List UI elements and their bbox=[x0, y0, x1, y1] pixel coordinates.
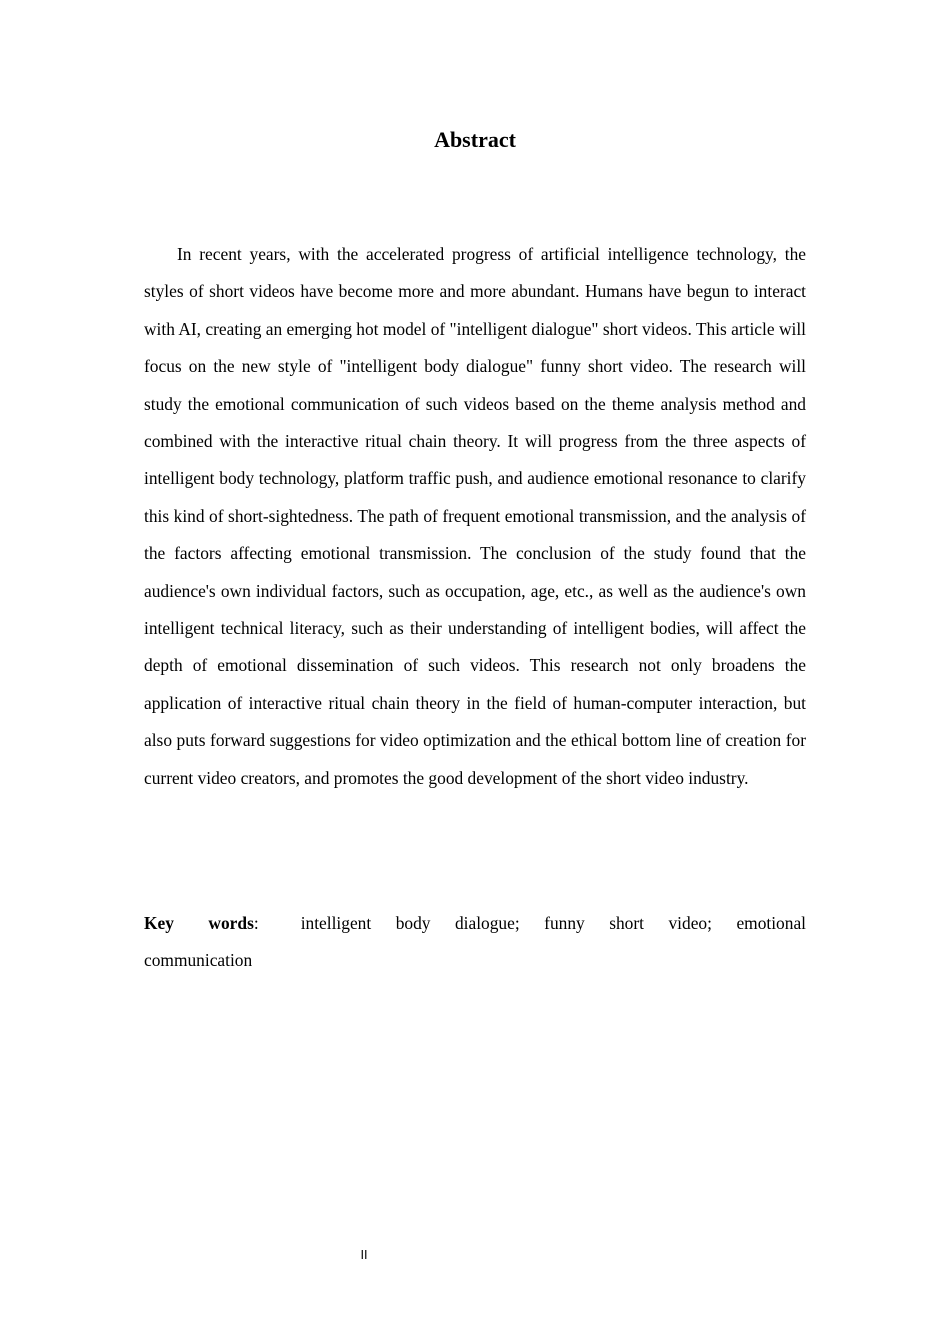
abstract-paragraph: In recent years, with the accelerated progress of artificial intelligence technology, the styles of short videos have become more and more abundant. Humans have begun to interact with AI, creating an emerging hot model of "intelligent dialogue" short videos. This article will focus on the new style of "intelligent body dialogue" funny short video. The research will study the emotional communication of such videos based on the theme analysis method and combined with the interactive ritual chain theory. It will progress from the three aspects of intelligent body technology, platform traffic push, and audience emotional resonance to clarify this kind of short-sightedness. The path of frequent emotional transmission, and the analysis of the factors affecting emotional transmission. The conclusion of the study found that the audience's own individual factors, such as occupation, age, etc., as well as the audience's own intelligent technical literacy, such as their understanding of intelligent bodies, will affect the depth of emotional dissemination of such videos. This research not only broadens the application of interactive ritual chain theory in the field of human-computer interaction, but also puts forward suggestions for video optimization and the ethical bottom line of creation for current video creators, and promotes the good development of the short video industry. bbox=[144, 244, 806, 788]
keywords-label: Key words bbox=[144, 913, 254, 933]
abstract-title: Abstract bbox=[434, 127, 516, 152]
keywords-values: intelligent body dialogue; funny short video; emotional communication bbox=[144, 913, 806, 971]
keywords-separator: : bbox=[253, 913, 259, 933]
keywords-line bbox=[144, 905, 806, 980]
page-number: II bbox=[360, 1248, 368, 1262]
